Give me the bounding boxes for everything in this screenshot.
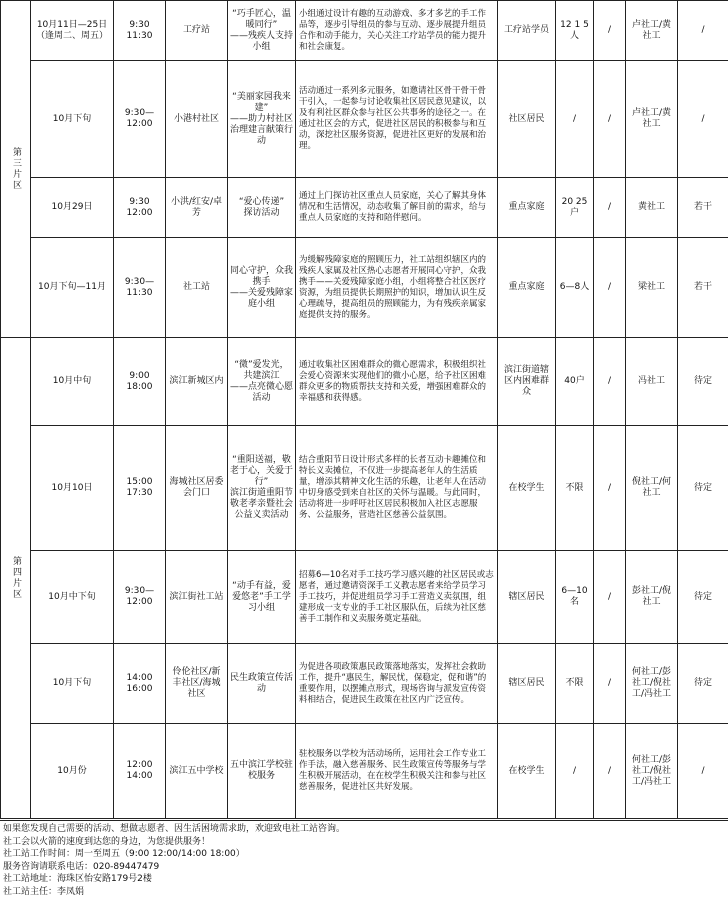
fee-cell: / — [594, 724, 626, 819]
volunteer-cell: 待定 — [678, 644, 728, 724]
activity-title-cell: “动手有益，爱爱悠老”手工学习小组 — [228, 551, 296, 644]
description-cell: 小组通过设计有趣的互动游戏、多才多艺的手工作品等，逐步引导组员的参与互动、逐步展提升组员合作和动手能力，关心关注工疗站学员的能力提升和社会康复。 — [296, 1, 498, 61]
footer-line: 如果您发现自己需要的活动、想做志愿者、因生活困境需求助，欢迎致电社工站咨询。 — [3, 824, 346, 834]
participant-count-cell: 20 25户 — [556, 178, 594, 238]
time-cell: 9:30— 12:00 — [114, 61, 166, 178]
location-cell: 伶伦社区/新丰社区/海城社区 — [166, 644, 228, 724]
schedule-row — [1, 238, 728, 338]
date-cell: 10月中旬 — [31, 338, 114, 426]
volunteer-cell: / — [678, 61, 728, 178]
participant-count-cell: 6—8人 — [556, 238, 594, 338]
target-audience-cell: 重点家庭 — [498, 238, 556, 338]
location-cell: 滨江五中学校 — [166, 724, 228, 819]
participant-count-cell: 6—10名 — [556, 551, 594, 644]
description-cell: 招募6—10名对手工技巧学习感兴趣的社区居民或志愿者，通过邀请资深手工义教志愿者来给学员学习手工技巧，并促进组员学习手工营造义卖氛围，组建形成一支专业的手工社区服队伍，后续为社区慈善手工制作和义卖服务奠定基础。 — [296, 551, 498, 644]
volunteer-cell: 待定 — [678, 338, 728, 426]
staff-cell: 冯社工 — [626, 338, 678, 426]
schedule-row — [1, 178, 728, 238]
location-cell: 小港村社区 — [166, 61, 228, 178]
footer-line: 社工站主任：李凤娟 — [3, 886, 85, 897]
schedule-row — [1, 644, 728, 724]
location-cell: 工疗站 — [166, 1, 228, 61]
participant-count-cell: / — [556, 724, 594, 819]
volunteer-cell: 待定 — [678, 551, 728, 644]
date-cell: 10月下旬 — [31, 61, 114, 178]
time-cell: 9:00 18:00 — [114, 338, 166, 426]
staff-cell: 何社工/彭社工/倪社工/冯社工 — [626, 724, 678, 819]
staff-cell: 梁社工 — [626, 238, 678, 338]
date-cell: 10月29日 — [31, 178, 114, 238]
activity-title-cell: 同心守护，众我携手 ——关爱残障家庭小组 — [228, 238, 296, 338]
fee-cell: / — [594, 644, 626, 724]
activity-title-cell: “巧手匠心，温暖同行” ——残疾人支持小组 — [228, 1, 296, 61]
footer-line: 社工站地址：海珠区怡安路179号2楼 — [3, 874, 152, 885]
date-cell: 10月中下旬 — [31, 551, 114, 644]
schedule-row — [1, 426, 728, 551]
time-cell: 12:00 14:00 — [114, 724, 166, 819]
time-cell: 9:30— 12:00 — [114, 551, 166, 644]
participant-count-cell: 12 1 5人 — [556, 1, 594, 61]
date-cell: 10月10日 — [31, 426, 114, 551]
date-cell: 10月11日—25日 （逢周二、周五） — [31, 1, 114, 61]
target-audience-cell: 社区居民 — [498, 61, 556, 178]
location-cell: 社工站 — [166, 238, 228, 338]
target-audience-cell: 工疗站学员 — [498, 1, 556, 61]
participant-count-cell: 不限 — [556, 426, 594, 551]
description-cell: 为促进各项政策惠民政策落地落实，发挥社会救助工作，提升“惠民生，解民忧，保稳定，促和谐”的重要作用，以摆摊点形式，现场咨询与派发宣传资料相结合，促进民生政策在社区内广泛宣传。 — [296, 644, 498, 724]
fee-cell: / — [594, 178, 626, 238]
description-cell: 通过上门探访社区重点人员家庭，关心了解其身体情况和生活情况，动态收集了解目前的需求，给与重点人员家庭的支持和陪伴慰问。 — [296, 178, 498, 238]
time-cell: 9:30 12:00 — [114, 178, 166, 238]
activity-title-cell: 民生政策宣传活动 — [228, 644, 296, 724]
staff-cell: 何社工/彭社工/倪社工/冯社工 — [626, 644, 678, 724]
activity-title-cell: “美丽家园我来建” ——助力村社区治理建言献策行动 — [228, 61, 296, 178]
schedule-row — [1, 724, 728, 819]
district-name-cell: 第四片区 — [1, 338, 31, 819]
schedule-row — [1, 551, 728, 644]
target-audience-cell: 重点家庭 — [498, 178, 556, 238]
date-cell: 10月份 — [31, 724, 114, 819]
target-audience-cell: 滨江街道辖区内困难群众 — [498, 338, 556, 426]
schedule-row — [1, 61, 728, 178]
volunteer-cell: 若干 — [678, 238, 728, 338]
participant-count-cell: 40户 — [556, 338, 594, 426]
activity-title-cell: 五中滨江学校驻校服务 — [228, 724, 296, 819]
footer-line: 社工会以火箭的速度到达您的身边，为您提供服务！ — [3, 836, 211, 847]
footer-line: 服务咨询请联系电话：020-89447479 — [3, 861, 160, 872]
participant-count-cell: / — [556, 61, 594, 178]
fee-cell: / — [594, 238, 626, 338]
time-cell: 14:00 16:00 — [114, 644, 166, 724]
schedule-row — [1, 338, 728, 426]
staff-cell: 卢社工/黄社工 — [626, 1, 678, 61]
volunteer-cell: / — [678, 724, 728, 819]
fee-cell: / — [594, 338, 626, 426]
fee-cell: / — [594, 551, 626, 644]
date-cell: 10月下旬—11月 — [31, 238, 114, 338]
location-cell: 海城社区居委会门口 — [166, 426, 228, 551]
volunteer-cell: / — [678, 1, 728, 61]
volunteer-cell: 待定 — [678, 426, 728, 551]
target-audience-cell: 在校学生 — [498, 426, 556, 551]
target-audience-cell: 辖区居民 — [498, 644, 556, 724]
staff-cell: 倪社工/何社工 — [626, 426, 678, 551]
schedule-row — [1, 1, 728, 61]
participant-count-cell: 不限 — [556, 644, 594, 724]
fee-cell: / — [594, 61, 626, 178]
location-cell: 滨江新城区内 — [166, 338, 228, 426]
staff-cell: 彭社工/倪社工 — [626, 551, 678, 644]
time-cell: 15:00 17:30 — [114, 426, 166, 551]
location-cell: 小洪/红安/卓芳 — [166, 178, 228, 238]
target-audience-cell: 辖区居民 — [498, 551, 556, 644]
footer-line: 社工站工作时间：周一至周五（9:00 12:00/14:00 18:00） — [3, 849, 245, 860]
description-cell: 驻校服务以学校为活动场所，运用社会工作专业工作手法，融入慈善服务、民生政策宣传等服务与学生积极开展活动，在在校学生积极关注和参与社区慈善服务，促进社区共好发展。 — [296, 724, 498, 819]
location-cell: 滨江街社工站 — [166, 551, 228, 644]
activity-title-cell: “重阳送福，敬老于心，关爱于行” 滨江街道重阳节敬老孝亲暨社会公益义卖活动 — [228, 426, 296, 551]
description-cell: 活动通过一系列多元服务，如邀请社区骨干骨干骨干引入，一起参与讨论收集社区居民意见建议，以及有利社区群众参与社区公共事务的途径之一。在通过社区会的方式，促进社区居民的积极参与和互动，深挖社区服务资源，促进社区更好的发展和治理。 — [296, 61, 498, 178]
description-cell: 为缓解残障家庭的照顾压力，社工站组织辖区内的残疾人家属及社区热心志愿者开展同心守护，众我携手——关爱残障家庭小组，小组将整合社区医疗资源，为组员提供长期照护的知识，增加认识生反心理疏导，提高组员的照顾能力，为有残疾亲属家庭提供支持的服务。 — [296, 238, 498, 338]
activity-title-cell: “爱心传递” 探访活动 — [228, 178, 296, 238]
volunteer-cell: 若干 — [678, 178, 728, 238]
contact-footer — [0, 820, 728, 909]
date-cell: 10月下旬 — [31, 644, 114, 724]
time-cell: 9:30— 11:30 — [114, 238, 166, 338]
description-cell: 通过收集社区困难群众的微心愿需求，积极组织社会爱心资源来实现他们的微小心愿，给予社区困难群众更多的物质帮扶支持和关爱，增强困难群众的幸福感和获得感。 — [296, 338, 498, 426]
district-name-cell: 第三片区 — [1, 1, 31, 338]
time-cell: 9:30 11:30 — [114, 1, 166, 61]
fee-cell: / — [594, 426, 626, 551]
description-cell: 结合重阳节日设计形式多样的长者互动卡趣摊位和特长义卖摊位，不仅进一步提高老年人的生活质量，增添其精神文化生活的乐趣，让老年人在活动中切身感受到来自社区的关怀与温暖。与此同时，活动将进一步呼吁社区居民积极加入社区志愿服务、公益服务，营造社区慈善公益氛围。 — [296, 426, 498, 551]
activity-title-cell: “微”爱发光，共建滨江 ——点亮微心愿活动 — [228, 338, 296, 426]
target-audience-cell: 在校学生 — [498, 724, 556, 819]
fee-cell: / — [594, 1, 626, 61]
staff-cell: 卢社工/黄社工 — [626, 61, 678, 178]
staff-cell: 黄社工 — [626, 178, 678, 238]
